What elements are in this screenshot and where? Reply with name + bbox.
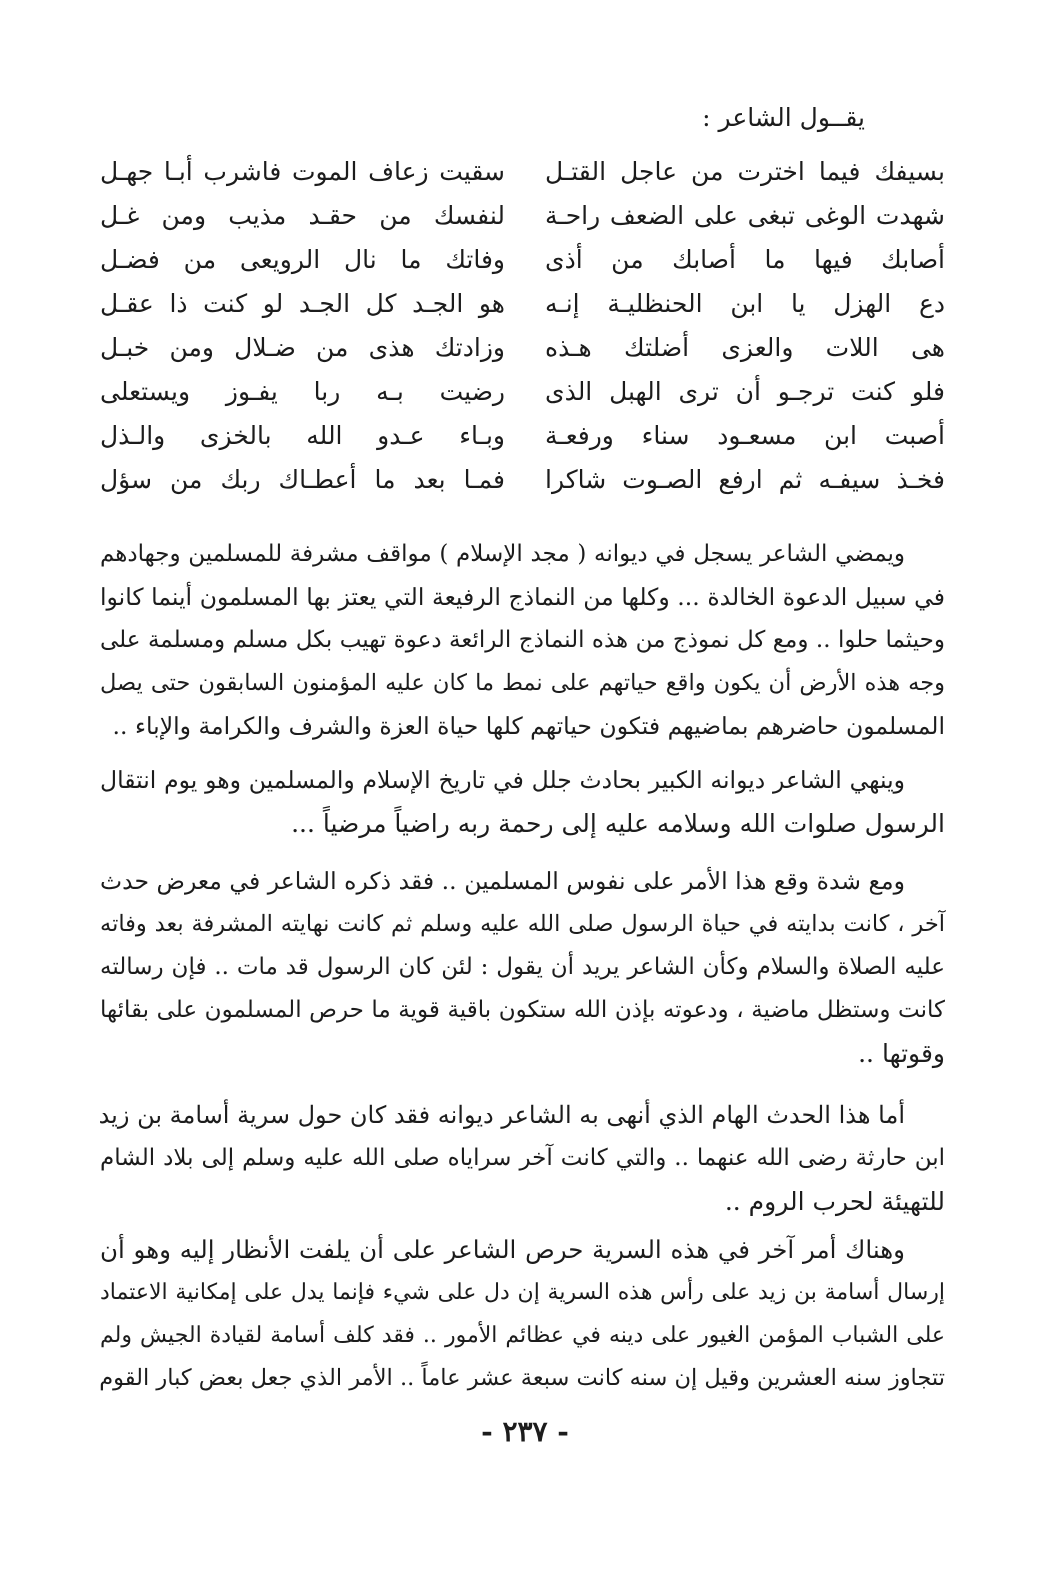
verse-first-hemistich: أصابك فيها ما أصابك من أذى <box>545 245 945 274</box>
verse-second-hemistich: وفاتك ما نال الرويعى من فضـل <box>100 245 505 274</box>
verse-first-hemistich: دع الهزل يا ابن الحنظليـة إنـه <box>545 289 945 318</box>
paragraph-line: إرسال أسامة بن زيد على رأس هذه السرية إن دل على شيء فإنما يدل على إمكانية الاعتماد <box>100 1280 945 1305</box>
poem-verse <box>100 238 945 282</box>
paragraph-line: الرسول صلوات الله وسلامه عليه إلى رحمة ربه راضياً مرضياً ... <box>291 809 945 838</box>
paragraph-line: على الشباب المؤمن الغيور على دينه في عظائم الأمور .. فقد كلف أسامة لقيادة الجيش ولم <box>100 1323 945 1348</box>
poem-verse <box>100 458 945 502</box>
poem-intro: يقــول الشاعر : <box>702 103 865 132</box>
paragraph-line: أما هذا الحدث الهام الذي أنهى به الشاعر ديوانه فقد كان حول سرية أسامة بن زيد <box>98 1101 905 1129</box>
paragraph-line: كانت وستظل ماضية ، ودعوته بإذن الله ستكون باقية قوية ما حرص المسلمون على بقائها <box>100 997 945 1023</box>
paragraph <box>100 860 945 1075</box>
poem-verse <box>100 414 945 458</box>
paragraph-line: تتجاوز سنه العشرين وقيل إن سنه كانت سبعة عشر عاماً .. الأمر الذي جعل بعض كبار القوم <box>99 1365 945 1391</box>
verse-first-hemistich: شهدت الوغى تبغى على الضعف راحـة <box>545 201 945 230</box>
paragraph-line: وهناك أمر آخر في هذه السرية حرص الشاعر على أن يلفت الأنظار إليه وهو أن <box>100 1235 905 1264</box>
verse-first-hemistich: هى اللات والعزى أضلتك هـذه <box>545 333 945 362</box>
paragraph-line: وقوتها .. <box>858 1039 945 1068</box>
verse-second-hemistich: وزادتك هذى من ضـلال ومن خبـل <box>100 333 505 362</box>
verse-first-hemistich: بسيفك فيما اخترت من عاجل القتـل <box>545 157 945 186</box>
paragraph <box>100 759 945 845</box>
verse-second-hemistich: رضيت بـه ربا يفـوز ويستعلى <box>100 377 505 406</box>
paragraph-line: المسلمون حاضرهم بماضيهم فتكون حياتهم كلها حياة العزة والشرف والكرامة والإباء .. <box>112 712 945 740</box>
verse-second-hemistich: فمـا بعد ما أعطـاك ربك من سؤل <box>100 465 505 494</box>
paragraph-line: وحيثما حلوا .. ومع كل نموذج من هذه النماذج الرائعة دعوة تهيب بكل مسلم ومسلمة على <box>100 627 945 653</box>
poem <box>100 150 945 502</box>
paragraph-line: ومع شدة وقع هذا الأمر على نفوس المسلمين .. فقد ذكره الشاعر في معرض حدث <box>100 867 905 895</box>
verse-second-hemistich: هو الجـد كل الجـد لو كنت ذا عقـل <box>100 289 505 318</box>
page-number: - ٢٣٧ - <box>481 1415 569 1448</box>
verse-second-hemistich: لنفسك من حقـد مذيب ومن غـل <box>100 201 505 230</box>
paragraph-line: ابن حارثة رضى الله عنهما .. والتي كانت آخر سراياه صلى الله عليه وسلم إلى بلاد الشام <box>100 1145 945 1171</box>
paragraph-line: وينهي الشاعر ديوانه الكبير بحادث جلل في تاريخ الإسلام والمسلمين وهو يوم انتقال <box>100 766 905 794</box>
poem-verse <box>100 150 945 194</box>
paragraph-line: في سبيل الدعوة الخالدة ... وكلها من النماذج الرفيعة التي يعتز بها المسلمون أينما كانوا <box>100 583 945 611</box>
paragraph-line: وجه هذه الأرض أن يكون واقع حياتهم على نمط ما كان عليه المؤمنون السابقون حتى يصل <box>100 670 945 696</box>
verse-second-hemistich: سقيت زعاف الموت فاشرب أبـا جهـل <box>100 157 505 186</box>
poem-verse <box>100 282 945 326</box>
verse-first-hemistich: فلو كنت ترجـو أن ترى الهبل الذى <box>545 377 945 406</box>
paragraph <box>100 1094 945 1223</box>
verse-first-hemistich: فخـذ سيفـه ثم ارفع الصـوت شاكرا <box>545 465 945 494</box>
paragraph <box>100 533 945 748</box>
paragraph-line: ويمضي الشاعر يسجل في ديوانه ( مجد الإسلام ) مواقف مشرفة للمسلمين وجهادهم <box>100 541 905 567</box>
verse-second-hemistich: وبـاء عـدو الله بالخزى والـذل <box>100 421 505 450</box>
poem-verse <box>100 194 945 238</box>
paragraph <box>100 1228 945 1400</box>
poem-verse <box>100 370 945 414</box>
paragraph-line: للتهيئة لحرب الروم .. <box>724 1187 945 1216</box>
verse-first-hemistich: أصبت ابن مسعـود سناء ورفعـة <box>545 421 945 450</box>
paragraph-line: آخر ، كانت بدايته في حياة الرسول صلى الله عليه وسلم ثم كانت نهايته المشرفة بعد وفاته <box>100 911 945 937</box>
paragraph-line: عليه الصلاة والسلام وكأن الشاعر يريد أن يقول : لئن كان الرسول قد مات .. فإن رسالته <box>100 954 945 980</box>
poem-verse <box>100 326 945 370</box>
